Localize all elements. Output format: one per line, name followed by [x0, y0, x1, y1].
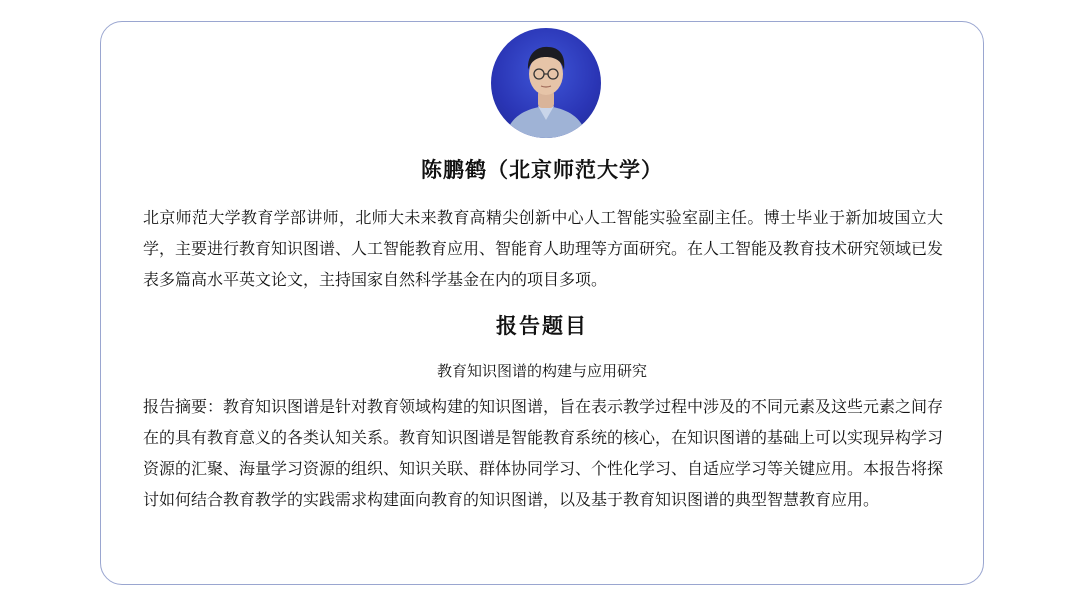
- speaker-card: [100, 21, 984, 585]
- report-abstract: 报告摘要：教育知识图谱是针对教育领域构建的知识图谱，旨在表示教学过程中涉及的不同元素及这些元素之间存在的具有教育意义的各类认知关系。教育知识图谱是智能教育系统的核心，在知识图谱的基础上可以实现异构学习资源的汇聚、海量学习资源的组织、知识关联、群体协同学习、个性化学习、自适应学习等关键应用。本报告将探讨如何结合教育教学的实践需求构建面向教育的知识图谱，以及基于教育知识图谱的典型智慧教育应用。: [143, 397, 944, 509]
- speaker-name: 陈鹏鹤（北京师范大学）: [421, 158, 663, 182]
- portrait-image: [491, 28, 601, 138]
- speaker-avatar: [491, 28, 601, 138]
- report-title: 教育知识图谱的构建与应用研究: [436, 362, 647, 380]
- speaker-bio: 北京师范大学教育学部讲师，北师大未来教育高精尖创新中心人工智能实验室副主任。博士毕业于新加坡国立大学，主要进行教育知识图谱、人工智能教育应用、智能育人助理等方面研究。在人工智能及教育技术研究领域已发表多篇高水平英文论文，主持国家自然科学基金在内的项目多项。: [143, 208, 944, 289]
- report-heading: 报告题目: [496, 314, 588, 338]
